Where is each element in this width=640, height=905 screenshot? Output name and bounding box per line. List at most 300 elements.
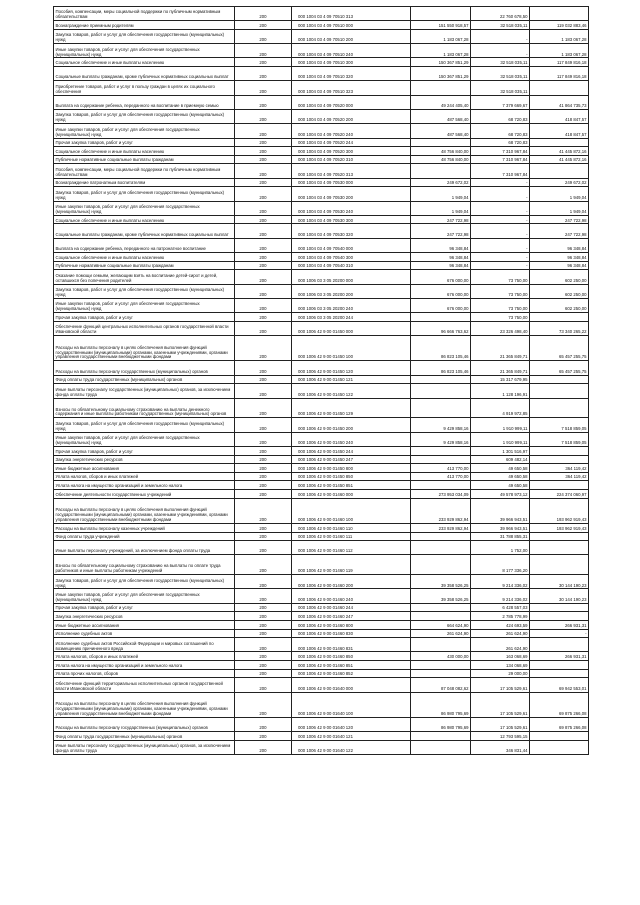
row-remaining-amount: 266 931,31 [530,652,589,661]
row-executed-amount: - [471,224,530,238]
row-name: Вознаграждение приемным родителям [54,21,235,30]
row-budget-code: 000 1006 42 9 00 01460 112 [292,541,411,555]
row-approved-amount [411,164,471,178]
row-code: 200 [235,732,292,741]
table-row [54,669,589,678]
row-name: Социальные выплаты гражданам, кроме публичных нормативных социальных выплат [54,224,235,238]
row-executed-amount: 7 310 967,84 [471,147,530,156]
table-row [54,532,589,541]
row-code: 200 [235,638,292,652]
row-approved-amount: 151 550 918,57 [411,21,471,30]
row-executed-amount: 1 910 999,11 [471,432,530,446]
row-approved-amount: 87 048 082,62 [411,678,471,692]
row-approved-amount: 247 722,98 [411,215,471,224]
row-budget-code: 000 1006 42 9 00 01450 122 [292,384,411,398]
row-remaining-amount [530,455,589,464]
row-budget-code: 000 1004 03 4 09 70510 320 [292,67,411,81]
row-approved-amount: 249 672,02 [411,178,471,187]
table-row [54,652,589,661]
row-name: Социальное обеспечение и иные выплаты населению [54,58,235,67]
row-name: Уплата налога на имущество организаций и земельного налога [54,661,235,670]
row-executed-amount: 1 128 196,91 [471,384,530,398]
row-approved-amount: 49 244 405,40 [411,95,471,109]
row-approved-amount: 96 348,84 [411,253,471,262]
row-executed-amount: 32 518 035,11 [471,21,530,30]
row-name: Закупка энергетических ресурсов [54,455,235,464]
row-remaining-amount [530,740,589,754]
row-remaining-amount: 41 445 872,16 [530,147,589,156]
table-row [54,661,589,670]
row-approved-amount: 86 980 795,69 [411,717,471,731]
row-budget-code: 000 1004 03 4 09 70520 300 [292,147,411,156]
row-code: 200 [235,215,292,224]
row-code: 200 [235,238,292,252]
row-name: Уплата прочих налогов, сборов [54,669,235,678]
row-remaining-amount: 247 722,98 [530,224,589,238]
row-executed-amount: 17 105 529,61 [471,678,530,692]
row-name: Публичные нормативные социальные выплаты гражданам [54,155,235,164]
row-budget-code: 000 1006 42 9 00 01460 200 [292,575,411,589]
row-name: Расходы на выплаты персоналу в целях обеспечения выполнения функций государственными (муниципальными) органами, казенными учреждениями, органами управления государственными внебюджетными фондами [54,335,235,360]
row-remaining-amount: 266 931,31 [530,620,589,629]
table-row [54,313,589,322]
row-approved-amount [411,7,471,21]
table-row [54,481,589,490]
table-row [54,717,589,731]
row-budget-code: 000 1004 03 4 09 70530 000 [292,178,411,187]
row-code: 200 [235,575,292,589]
row-code: 200 [235,472,292,481]
row-executed-amount: 49 578 973,12 [471,489,530,498]
table-row [54,620,589,629]
row-code: 200 [235,124,292,138]
table-row [54,261,589,270]
table-row [54,164,589,178]
row-budget-code: 000 1006 42 9 00 01450 240 [292,432,411,446]
row-executed-amount: 15 317 679,95 [471,375,530,384]
row-executed-amount: 6 428 557,03 [471,603,530,612]
row-code: 200 [235,669,292,678]
row-code: 200 [235,201,292,215]
row-code: 200 [235,740,292,754]
table-row [54,629,589,638]
row-remaining-amount: 249 672,02 [530,178,589,187]
row-code: 200 [235,147,292,156]
row-code: 200 [235,589,292,603]
row-name: Прочая закупка товаров, работ и услуг [54,138,235,147]
row-approved-amount: 1 183 067,28 [411,29,471,43]
row-remaining-amount: 41 864 735,73 [530,95,589,109]
row-remaining-amount [530,638,589,652]
table-row [54,455,589,464]
row-remaining-amount: - [530,629,589,638]
row-executed-amount: 49 650,58 [471,464,530,473]
table-row [54,678,589,692]
row-code: 200 [235,532,292,541]
row-code: 200 [235,178,292,187]
row-budget-code: 000 1004 03 4 09 70530 240 [292,201,411,215]
row-approved-amount: 233 929 862,94 [411,498,471,523]
row-approved-amount: 1 183 067,28 [411,44,471,58]
row-executed-amount: 49 650,58 [471,481,530,490]
row-remaining-amount: 73 340 265,22 [530,321,589,335]
table-row [54,589,589,603]
row-executed-amount: 12 793 595,15 [471,732,530,741]
row-name: Прочая закупка товаров, работ и услуг [54,446,235,455]
row-approved-amount: 261 624,90 [411,629,471,638]
row-approved-amount: 487 568,40 [411,109,471,123]
row-remaining-amount: 1 183 067,28 [530,44,589,58]
row-code: 200 [235,455,292,464]
row-executed-amount: 32 518 035,11 [471,81,530,95]
row-approved-amount: 676 000,00 [411,270,471,284]
row-approved-amount: 150 367 851,29 [411,58,471,67]
row-remaining-amount [530,481,589,490]
row-code: 200 [235,81,292,95]
table-row [54,7,589,21]
row-budget-code: 000 1006 03 3 05 20200 200 [292,284,411,298]
row-code: 200 [235,464,292,473]
row-remaining-amount: 193 962 919,43 [530,523,589,532]
row-budget-code: 000 1006 42 9 00 01640 122 [292,740,411,754]
row-approved-amount [411,541,471,555]
row-name: Вознаграждение патронатным воспитателям [54,178,235,187]
row-executed-amount: 163 068,69 [471,652,530,661]
row-remaining-amount: 1 183 067,28 [530,29,589,43]
table-row [54,321,589,335]
row-budget-code: 000 1006 42 9 00 01450 129 [292,398,411,418]
row-name: Иные закупки товаров, работ и услуг для обеспечения государственных (муниципальных) нужд [54,124,235,138]
row-name: Пособия, компенсации, меры социальной поддержки по публичным нормативным обязательствам [54,7,235,21]
row-code: 200 [235,155,292,164]
table-row [54,21,589,30]
row-executed-amount: 424 693,59 [471,620,530,629]
budget-execution-table [53,6,589,755]
row-name: Обеспечение функций территориальных исполнительных органов государственной власти Ивановской области [54,678,235,692]
row-executed-amount: 1 301 516,97 [471,446,530,455]
row-name: Иные выплаты персоналу государственных (муниципальных) органов, за исключением фонда оплаты труда [54,740,235,754]
row-remaining-amount: 65 457 255,75 [530,361,589,375]
table-row [54,284,589,298]
row-executed-amount: 23 326 498,40 [471,321,530,335]
row-name: Социальное обеспечение и иные выплаты населению [54,253,235,262]
table-row [54,67,589,81]
row-remaining-amount: 1 949,04 [530,187,589,201]
row-executed-amount: 609 482,14 [471,455,530,464]
row-code: 200 [235,67,292,81]
row-name: Закупка товаров, работ и услуг для обеспечения государственных (муниципальных) нужд [54,109,235,123]
row-budget-code: 000 1004 03 4 09 70530 200 [292,187,411,201]
row-budget-code: 000 1004 03 4 09 70510 313 [292,7,411,21]
row-name: Иные выплаты персоналу государственных (муниципальных) органов, за исключением фонда оплаты труда [54,384,235,398]
row-approved-amount [411,603,471,612]
table-row [54,29,589,43]
row-executed-amount: - [471,253,530,262]
table-row [54,147,589,156]
row-name: Прочая закупка товаров, работ и услуг [54,313,235,322]
row-name: Фонд оплаты труда государственных (муниципальных) органов [54,375,235,384]
row-executed-amount: 22 760 678,50 [471,7,530,21]
row-executed-amount: 2 785 778,99 [471,612,530,621]
row-remaining-amount [530,313,589,322]
row-remaining-amount: 41 445 872,16 [530,155,589,164]
table-row [54,472,589,481]
row-executed-amount: 8 177 336,20 [471,555,530,575]
row-approved-amount [411,313,471,322]
row-budget-code: 000 1006 42 9 00 01450 800 [292,464,411,473]
row-budget-code: 000 1006 42 9 00 01450 000 [292,321,411,335]
row-executed-amount: 346 831,44 [471,740,530,754]
row-remaining-amount: 7 518 859,05 [530,432,589,446]
row-approved-amount: 86 823 105,46 [411,361,471,375]
table-row [54,375,589,384]
row-approved-amount [411,661,471,670]
row-budget-code: 000 1004 03 4 09 70520 310 [292,155,411,164]
row-budget-code: 000 1006 42 9 00 01450 200 [292,418,411,432]
table-row [54,612,589,621]
row-remaining-amount: 1 949,04 [530,201,589,215]
row-approved-amount: 1 949,04 [411,201,471,215]
budget-report-page [53,6,588,755]
row-executed-amount: 261 624,90 [471,629,530,638]
row-executed-amount: 1 752,00 [471,541,530,555]
row-name: Иные бюджетные ассигнования [54,464,235,473]
row-approved-amount: 430 000,00 [411,652,471,661]
row-budget-code: 000 1006 42 9 00 01450 121 [292,375,411,384]
row-code: 200 [235,109,292,123]
row-name: Иные закупки товаров, работ и услуг для обеспечения государственных (муниципальных) нужд [54,589,235,603]
row-budget-code: 000 1006 42 9 00 01460 850 [292,652,411,661]
row-remaining-amount: 418 847,57 [530,109,589,123]
row-executed-amount: 7 310 967,84 [471,164,530,178]
row-approved-amount: 664 624,90 [411,620,471,629]
row-approved-amount [411,384,471,398]
row-remaining-amount: 364 119,42 [530,472,589,481]
row-budget-code: 000 1004 03 4 09 70510 240 [292,44,411,58]
row-budget-code: 000 1006 42 9 00 01460 851 [292,661,411,670]
row-budget-code: 000 1006 03 3 05 20200 244 [292,313,411,322]
row-code: 200 [235,629,292,638]
row-remaining-amount [530,541,589,555]
row-code: 200 [235,432,292,446]
row-approved-amount [411,81,471,95]
table-body [54,7,589,755]
row-approved-amount: 48 756 840,00 [411,155,471,164]
row-budget-code: 000 1004 03 4 09 70520 240 [292,124,411,138]
row-name: Оказание помощи семьям, желающим взять на воспитание детей-сирот и детей, оставшихся без попечения родителей [54,270,235,284]
row-name: Уплата налога на имущество организаций и земельного налога [54,481,235,490]
table-row [54,464,589,473]
row-budget-code: 000 1006 42 9 00 01450 244 [292,446,411,455]
row-approved-amount: 247 722,98 [411,224,471,238]
table-row [54,253,589,262]
row-remaining-amount: 30 144 190,23 [530,589,589,603]
row-remaining-amount: 96 348,84 [530,253,589,262]
table-row [54,523,589,532]
row-name: Закупка товаров, работ и услуг для обеспечения государственных (муниципальных) нужд [54,29,235,43]
row-executed-amount: 9 214 336,02 [471,575,530,589]
table-row [54,81,589,95]
row-budget-code: 000 1006 42 9 00 01450 851 [292,481,411,490]
row-remaining-amount: 7 518 859,05 [530,418,589,432]
row-budget-code: 000 1006 42 9 00 01450 850 [292,472,411,481]
row-remaining-amount: 602 250,00 [530,270,589,284]
row-name: Расходы на выплаты персоналу государственных (муниципальных) органов [54,361,235,375]
table-row [54,692,589,717]
table-row [54,201,589,215]
row-budget-code: 000 1004 03 4 09 70530 300 [292,215,411,224]
row-name: Обеспечение функций центральных исполнительных органов государственной власти Ивановской области [54,321,235,335]
row-budget-code: 000 1006 42 9 00 01460 110 [292,523,411,532]
row-approved-amount: 676 000,00 [411,284,471,298]
row-code: 200 [235,384,292,398]
row-name: Иные выплаты персоналу учреждений, за исключением фонда оплаты труда [54,541,235,555]
row-code: 200 [235,58,292,67]
row-name: Исполнение судебных актов [54,629,235,638]
row-name: Взносы по обязательному социальному страхованию на выплаты денежного содержания и иные выплаты работникам государственных (муниципальных) органов [54,398,235,418]
table-row [54,384,589,398]
row-approved-amount [411,138,471,147]
table-row [54,498,589,523]
row-approved-amount: 413 770,00 [411,472,471,481]
row-remaining-amount: 30 144 190,23 [530,575,589,589]
row-name: Расходы на выплаты персоналу государственных (муниципальных) органов [54,717,235,731]
row-remaining-amount [530,669,589,678]
row-code: 200 [235,446,292,455]
row-approved-amount: 413 770,00 [411,464,471,473]
row-approved-amount: 676 000,00 [411,298,471,312]
table-row [54,215,589,224]
row-budget-code: 000 1006 03 3 05 20200 000 [292,270,411,284]
table-row [54,432,589,446]
row-approved-amount [411,732,471,741]
table-row [54,446,589,455]
row-budget-code: 000 1006 42 9 00 01460 247 [292,612,411,621]
row-code: 200 [235,21,292,30]
table-row [54,270,589,284]
row-remaining-amount: 247 722,98 [530,215,589,224]
table-row [54,732,589,741]
row-remaining-amount: 69 875 266,08 [530,692,589,717]
row-budget-code: 000 1004 03 4 09 70520 244 [292,138,411,147]
row-name: Фонд оплаты труда учреждений [54,532,235,541]
row-name: Закупка товаров, работ и услуг для обеспечения государственных (муниципальных) нужд [54,575,235,589]
row-code: 200 [235,361,292,375]
row-budget-code: 000 1006 42 9 00 01460 244 [292,603,411,612]
table-row [54,638,589,652]
row-remaining-amount: 418 847,57 [530,124,589,138]
row-budget-code: 000 1006 42 9 00 01460 830 [292,629,411,638]
row-remaining-amount: 96 348,84 [530,238,589,252]
row-remaining-amount [530,375,589,384]
row-executed-amount: 73 750,00 [471,284,530,298]
row-name: Закупка товаров, работ и услуг для обеспечения государственных (муниципальных) нужд [54,187,235,201]
row-remaining-amount: 65 457 255,75 [530,335,589,360]
row-code: 200 [235,284,292,298]
row-budget-code: 000 1004 03 4 09 70540 310 [292,261,411,270]
table-row [54,238,589,252]
row-approved-amount: 39 358 526,25 [411,575,471,589]
row-approved-amount: 1 949,04 [411,187,471,201]
row-remaining-amount [530,661,589,670]
row-approved-amount: 96 348,84 [411,238,471,252]
row-remaining-amount [530,398,589,418]
table-row [54,138,589,147]
row-executed-amount: 68 720,83 [471,124,530,138]
row-code: 200 [235,603,292,612]
row-approved-amount [411,375,471,384]
row-budget-code: 000 1006 42 9 00 01460 800 [292,620,411,629]
row-executed-amount: 7 310 967,84 [471,155,530,164]
row-name: Социальное обеспечение и иные выплаты населению [54,215,235,224]
row-executed-amount: - [471,238,530,252]
row-code: 200 [235,270,292,284]
row-remaining-amount: 602 250,00 [530,284,589,298]
row-name: Приобретение товаров, работ и услуг в пользу граждан в целях их социального обеспечения [54,81,235,95]
row-budget-code: 000 1006 42 9 00 01640 000 [292,678,411,692]
row-executed-amount: - [471,215,530,224]
table-row [54,178,589,187]
row-code: 200 [235,313,292,322]
row-approved-amount: 39 358 526,25 [411,589,471,603]
row-executed-amount: - [471,44,530,58]
row-budget-code: 000 1004 03 4 09 70510 323 [292,81,411,95]
table-row [54,109,589,123]
row-executed-amount: 32 518 035,11 [471,67,530,81]
row-name: Пособия, компенсации, меры социальной поддержки по публичным нормативным обязательствам [54,164,235,178]
row-budget-code: 000 1006 42 9 00 01460 831 [292,638,411,652]
row-approved-amount: 9 429 858,16 [411,432,471,446]
row-approved-amount: 86 823 105,46 [411,335,471,360]
row-code: 200 [235,652,292,661]
table-row [54,555,589,575]
row-remaining-amount [530,603,589,612]
table-row [54,489,589,498]
row-name: Публичные нормативные социальные выплаты гражданам [54,261,235,270]
row-approved-amount [411,398,471,418]
row-approved-amount: 48 756 840,00 [411,147,471,156]
row-approved-amount [411,481,471,490]
row-budget-code: 000 1006 42 9 00 01460 100 [292,498,411,523]
row-code: 200 [235,138,292,147]
row-approved-amount [411,455,471,464]
row-executed-amount: 21 365 849,71 [471,361,530,375]
row-code: 200 [235,498,292,523]
row-code: 200 [235,253,292,262]
table-row [54,335,589,360]
row-code: 200 [235,612,292,621]
row-approved-amount: 273 953 034,09 [411,489,471,498]
row-budget-code: 000 1004 03 4 09 70510 200 [292,29,411,43]
row-code: 200 [235,418,292,432]
row-approved-amount [411,555,471,575]
row-executed-amount: 39 966 943,51 [471,523,530,532]
row-name: Расходы на выплаты персоналу в целях обеспечения выполнения функций государственными (муниципальными) органами, казенными учреждениями, органами управления государственными внебюджетными фондами [54,498,235,523]
row-code: 200 [235,555,292,575]
row-remaining-amount: 96 348,84 [530,261,589,270]
row-executed-amount: 17 105 529,61 [471,692,530,717]
row-name: Закупка товаров, работ и услуг для обеспечения государственных (муниципальных) нужд [54,418,235,432]
table-row [54,361,589,375]
row-approved-amount [411,669,471,678]
row-budget-code: 000 1004 03 4 09 70520 313 [292,164,411,178]
row-code: 200 [235,489,292,498]
row-name: Выплата на содержание ребенка, переданного на воспитание в приемную семью [54,95,235,109]
row-budget-code: 000 1004 03 4 09 70520 000 [292,95,411,109]
row-name: Иные закупки товаров, работ и услуг для обеспечения государственных (муниципальных) нужд [54,432,235,446]
row-approved-amount: 96 348,84 [411,261,471,270]
table-row [54,155,589,164]
